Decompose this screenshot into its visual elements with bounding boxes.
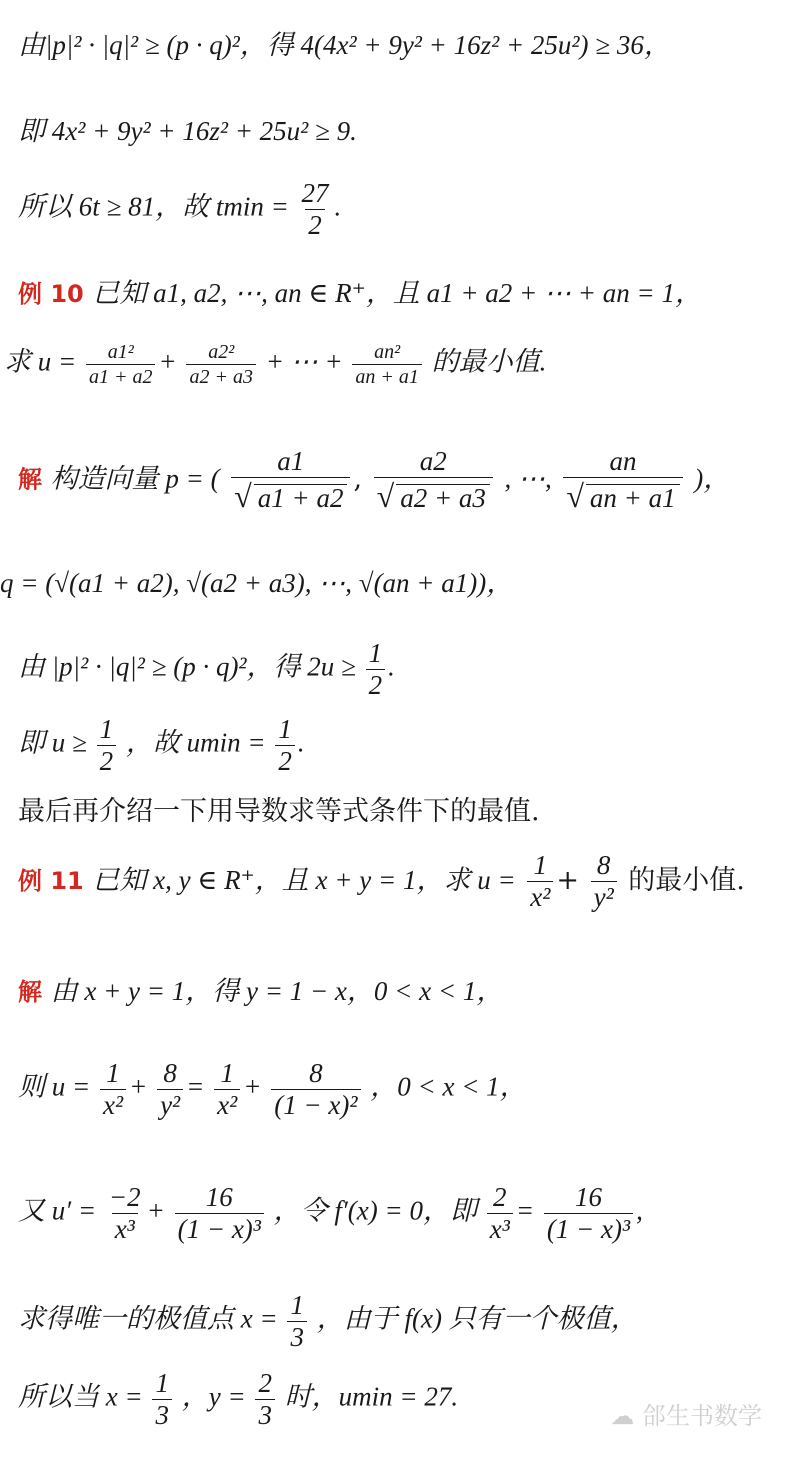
fraction — [231, 448, 350, 512]
denominator: 2 — [275, 745, 295, 775]
sqrt-content: a2 + a3 — [396, 484, 490, 512]
text: ，y = — [181, 1381, 246, 1412]
fraction — [544, 1184, 633, 1243]
text: 由 x + y = 1，得 y = 1 − x，0 < x < 1， — [50, 976, 504, 1006]
denominator: x³ — [487, 1213, 513, 1243]
text: , ⋯, — [504, 463, 552, 494]
numerator: 1 — [290, 1290, 304, 1320]
denominator: 3 — [152, 1399, 172, 1429]
text: ，0 < x < 1， — [370, 1071, 527, 1102]
fraction — [366, 640, 386, 699]
fraction — [271, 1060, 360, 1119]
text: 求得唯一的极值点 x = — [18, 1303, 278, 1334]
fraction — [175, 1184, 264, 1243]
text: 又 u′ = — [18, 1195, 97, 1226]
equation-line-9: 即 u ≥ $\frac{1}{2}$ ，故 umin = $\frac{1}{2}$ . — [18, 714, 305, 776]
equation-line-13: 则 u = $\frac{1}{\text{x²}}$ + $\frac{8}{\text{y²}}$ = $\frac{1}{\text{x²}}$ + $\frac{8}{\text{(1 − x)²}}$ ，0 < x < 1， — [18, 1058, 527, 1120]
denominator: 2 — [366, 669, 386, 699]
solution-line-6: 解 构造向量 p = ( $\frac{a1}{√ a1 + a2}$ , $\frac{a2}{√ a2 + a3}$ , ⋯, $\frac{an}{√ an + a1}$ )， — [18, 446, 731, 514]
text: 已知 a1, a2, ⋯, an ∈ R⁺，且 a1 + a2 + ⋯ + an = 1， — [92, 278, 702, 308]
numerator: 1 — [155, 1368, 169, 1398]
text: + ⋯ + — [265, 346, 343, 377]
text: 构造向量 p = ( — [50, 463, 220, 494]
fraction — [214, 1060, 240, 1119]
denominator: 2 — [97, 745, 117, 775]
denominator: 2 — [305, 209, 325, 239]
equation-line-2 — [18, 118, 357, 145]
numerator: 27 — [301, 178, 329, 208]
denominator: x² — [214, 1089, 240, 1119]
numerator: a1² — [107, 341, 134, 363]
numerator: 16 — [574, 1182, 602, 1212]
denominator: x² — [100, 1089, 126, 1119]
denominator: y² — [157, 1089, 183, 1119]
numerator: 1 — [106, 1058, 120, 1088]
denominator: √ an + a1 — [563, 477, 682, 512]
text: 所以 6t ≥ 81，故 tmin = — [18, 191, 289, 222]
numerator: 2 — [258, 1368, 272, 1398]
numerator: a1 — [277, 446, 305, 476]
fraction — [186, 342, 256, 387]
wechat-icon: ☁ — [610, 1402, 635, 1430]
numerator: 2 — [493, 1182, 507, 1212]
fraction — [299, 180, 332, 239]
fraction — [287, 1292, 307, 1351]
example-label: 例 10 — [18, 280, 84, 308]
denominator: a1 + a2 — [86, 364, 156, 387]
example-label: 例 11 — [18, 867, 84, 895]
text: ，令 f′(x) = 0，即 — [273, 1195, 477, 1226]
text: 时，umin = 27. — [284, 1381, 459, 1412]
fraction — [157, 1060, 183, 1119]
text: 最后再介绍一下用导数求等式条件下的最值. — [18, 796, 540, 827]
watermark-text: 郃生书数学 — [642, 1402, 762, 1430]
numerator: an² — [374, 341, 401, 363]
fraction — [152, 1370, 172, 1429]
equation-line-16 — [18, 1370, 458, 1429]
example-10-line — [18, 280, 702, 307]
equation-line-8: 由 |p|² · |q|² ≥ (p · q)²，得 2u ≥ $\frac{1}{2}$ . — [18, 638, 395, 700]
numerator: a2 — [419, 446, 447, 476]
text: 的最小值. — [628, 865, 745, 896]
example-11-line: 例 11 已知 x, y ∈ R⁺，且 x + y = 1，求 u = $\frac{1}{\text{x²}}$ + $\frac{8}{\text{y²}}$ 的最小值. — [18, 850, 745, 912]
equation-line-3: 所以 6t ≥ 81，故 tmin = $\frac{27}{2}$ . — [18, 178, 342, 240]
numerator: 8 — [596, 850, 611, 880]
fraction — [255, 1370, 275, 1429]
numerator: 8 — [309, 1058, 323, 1088]
sqrt-content: a1 + a2 — [254, 484, 348, 512]
denominator: (1 − x)³ — [175, 1213, 264, 1243]
fraction — [563, 448, 682, 512]
fraction — [97, 716, 117, 775]
text: 求 u = — [4, 346, 77, 377]
denominator: 3 — [255, 1399, 275, 1429]
text-line-10 — [18, 798, 540, 825]
numerator: 1 — [220, 1058, 234, 1088]
denominator: a2 + a3 — [186, 364, 256, 387]
numerator: 16 — [205, 1182, 233, 1212]
solution-label: 解 — [18, 978, 42, 1006]
text: 由 |p|² · |q|² ≥ (p · q)²，得 2u ≥ — [18, 651, 356, 682]
denominator: y² — [591, 881, 617, 911]
fraction — [86, 342, 156, 387]
denominator: √ a2 + a3 — [374, 477, 493, 512]
numerator: an — [609, 446, 637, 476]
text: 则 u = — [18, 1071, 91, 1102]
fraction — [527, 852, 553, 911]
equation-line-15 — [18, 1292, 638, 1351]
fraction — [374, 448, 493, 512]
equation-line-7 — [0, 570, 513, 597]
denominator: an + a1 — [352, 364, 422, 387]
equation-line-1 — [18, 32, 671, 59]
text: 由|p|² · |q|² ≥ (p · q)²，得 4(4x² + 9y² + 16z² + 25u²) ≥ 36， — [18, 30, 671, 60]
denominator: (1 − x)³ — [544, 1213, 633, 1243]
text: q = (√(a1 + a2), √(a2 + a3), ⋯, √(an + a1))， — [0, 568, 514, 598]
denominator: x³ — [112, 1213, 138, 1243]
numerator: a2² — [208, 341, 235, 363]
denominator: x² — [527, 881, 553, 911]
fraction — [100, 1060, 126, 1119]
equation-line-5: 求 u = $\frac{\text{a1²}}{a1 + a2}$ + $\frac{\text{a2²}}{a2 + a3}$ + ⋯ + $\frac{\text{an²}}{an + a1}$ 的最小值. — [4, 341, 547, 388]
text: 的最小值. — [431, 346, 547, 377]
numerator: 1 — [533, 850, 548, 880]
fraction — [275, 716, 295, 775]
sqrt-content: an + a1 — [586, 484, 680, 512]
text: 即 u ≥ — [18, 727, 87, 758]
denominator: √ a1 + a2 — [231, 477, 350, 512]
numerator: 1 — [99, 714, 114, 744]
numerator: −2 — [108, 1182, 141, 1212]
solution-label: 解 — [18, 465, 42, 494]
fraction — [106, 1184, 144, 1243]
solution-line-12 — [18, 978, 503, 1005]
text: 已知 x, y ∈ R⁺，且 x + y = 1，求 u = — [92, 865, 516, 895]
text: 即 4x² + 9y² + 16z² + 25u² ≥ 9. — [18, 116, 357, 146]
text: 所以当 x = — [18, 1381, 143, 1412]
text: ，故 umin = — [125, 727, 266, 758]
text: ，由于 f(x) 只有一个极值， — [316, 1303, 638, 1334]
fraction — [591, 852, 617, 911]
numerator: 8 — [163, 1058, 177, 1088]
fraction — [487, 1184, 513, 1243]
numerator: 1 — [278, 714, 292, 744]
fraction — [352, 342, 422, 387]
watermark — [610, 1396, 762, 1431]
equation-line-14: 又 u′ = $\frac{-2}{\text{x³}}$ + $\frac{16}{\text{(1 − x)³}}$ ，令 f′(x) = 0，即 $\frac{2}{\text{x³}}$ = $\frac{16}{\text{(1 − x)³}}$ , — [18, 1182, 643, 1244]
numerator: 1 — [368, 638, 383, 668]
denominator: 3 — [287, 1321, 307, 1351]
denominator: (1 − x)² — [271, 1089, 360, 1119]
text: )， — [694, 463, 731, 494]
